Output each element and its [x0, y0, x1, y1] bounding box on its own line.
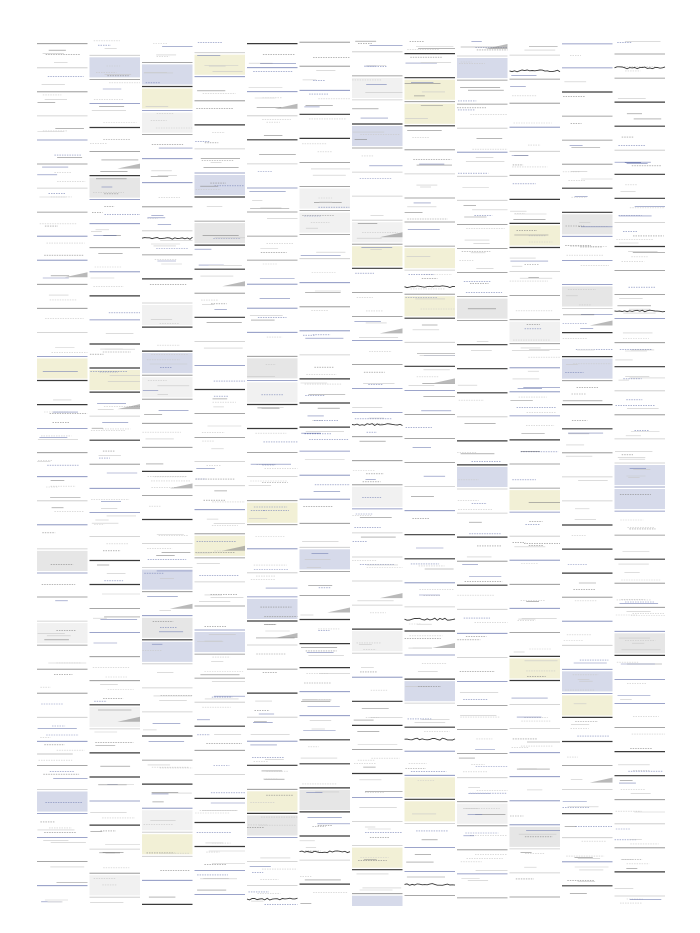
tile-fill	[142, 642, 193, 662]
tile-noise	[142, 237, 193, 239]
tile-wedge	[222, 281, 245, 286]
tile-fill	[615, 465, 666, 485]
tile-noise	[405, 884, 456, 886]
tile-noise	[352, 424, 403, 426]
tile-wedge	[65, 272, 88, 277]
tile-fill	[405, 681, 456, 701]
tile-fill	[352, 487, 403, 507]
tile-wedge	[432, 378, 455, 383]
tile-noise	[300, 851, 351, 853]
tile-fill	[615, 489, 666, 509]
tile-fill	[37, 359, 88, 379]
tile-fill	[247, 358, 298, 378]
tile-noise	[615, 67, 666, 69]
tile-fill	[405, 801, 456, 821]
tile-fill	[247, 382, 298, 402]
tile-wedge	[485, 44, 508, 49]
tile-wedge	[275, 104, 298, 109]
tile-fill	[562, 695, 613, 715]
tile-fill	[142, 834, 193, 854]
tile-fill	[247, 791, 298, 811]
tile-wedge	[432, 643, 455, 648]
tile-noise	[405, 738, 456, 740]
tile-fill	[562, 286, 613, 306]
tile-fill	[405, 104, 456, 124]
tile-fill	[352, 631, 403, 651]
tile-wedge	[590, 778, 613, 783]
tile-fill	[352, 896, 403, 906]
tile-fill	[405, 248, 456, 268]
tile-fill	[352, 848, 403, 868]
tile-fill	[195, 175, 246, 195]
tile-fill	[90, 370, 141, 390]
tile-wedge	[117, 404, 140, 409]
tile-fill	[510, 658, 561, 678]
tile-fill	[142, 64, 193, 84]
tile-fill	[352, 246, 403, 266]
tile-fill	[142, 570, 193, 590]
tile-fill	[457, 804, 508, 824]
tile-wedge	[170, 604, 193, 609]
tile-fill	[352, 78, 403, 98]
tile-noise	[405, 618, 456, 620]
tile-fill	[457, 58, 508, 78]
tile-wedge	[380, 593, 403, 598]
tile-fill	[562, 214, 613, 234]
tile-fill	[37, 792, 88, 812]
tile-fill	[142, 353, 193, 373]
tile-fill	[195, 632, 246, 652]
tile-fill	[195, 223, 246, 243]
tile-fill	[405, 296, 456, 316]
tile-wedge	[380, 328, 403, 333]
tile-fill	[247, 599, 298, 619]
tile-fill	[90, 178, 141, 198]
tile-wedge	[117, 164, 140, 169]
tile-fill	[510, 490, 561, 510]
tile-wedge	[275, 633, 298, 638]
tile-fill	[562, 359, 613, 379]
tile-noise	[510, 70, 561, 72]
tile-mosaic	[36, 40, 666, 906]
tile-fill	[457, 467, 508, 487]
tile-fill	[405, 777, 456, 797]
tile-fill	[37, 623, 88, 643]
tile-fill	[510, 225, 561, 245]
tile-fill	[142, 113, 193, 133]
tile-fill	[37, 551, 88, 571]
tile-fill	[300, 189, 351, 209]
tile-wedge	[170, 483, 193, 488]
tile-noise	[615, 310, 666, 312]
tile-fill	[142, 618, 193, 638]
tile-noise	[405, 286, 456, 288]
tile-fill	[352, 126, 403, 146]
tile-fill	[247, 503, 298, 523]
tile-wedge	[327, 608, 350, 613]
tile-noise	[247, 898, 298, 900]
tile-fill	[142, 89, 193, 109]
tile-fill	[142, 305, 193, 325]
tile-wedge	[590, 321, 613, 326]
tile-fill	[405, 80, 456, 100]
